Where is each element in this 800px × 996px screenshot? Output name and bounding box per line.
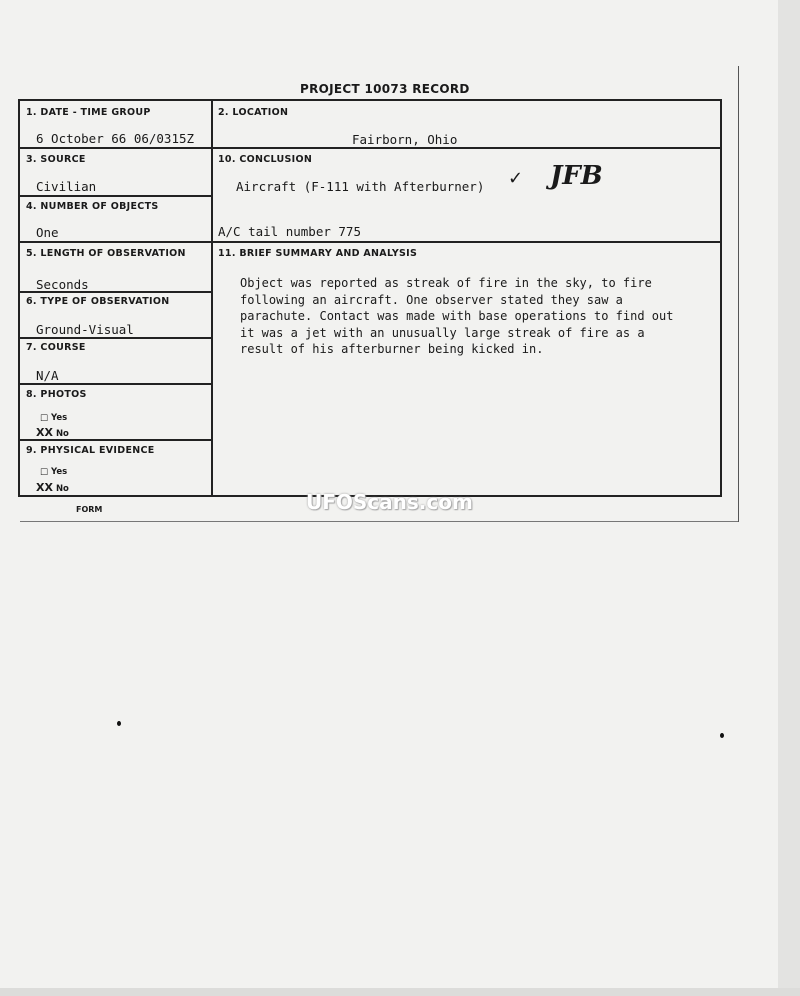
scan-edge-bottom: [0, 988, 800, 996]
photos-yes-checkbox: □: [40, 413, 49, 423]
summary-line: it was a jet with an unusually large streak of fire as a: [240, 325, 645, 340]
date-time-group-value: 6 October 66 06/0315Z: [36, 131, 195, 146]
tail-number-value: A/C tail number 775: [218, 224, 361, 239]
summary-line: parachute. Contact was made with base operations to find out: [240, 309, 674, 323]
summary-text: [240, 275, 710, 358]
photos-no-option: [36, 426, 69, 439]
summary-line: result of his afterburner being kicked in.: [240, 342, 544, 356]
length-of-observation-value: Seconds: [36, 277, 89, 292]
source-label: 3. SOURCE: [26, 154, 86, 165]
photos-yes-label: Yes: [51, 413, 68, 423]
check-mark-icon: ✓: [508, 168, 524, 189]
location-value: Fairborn, Ohio: [352, 132, 458, 147]
number-of-objects-label: 4. NUMBER OF OBJECTS: [26, 201, 159, 212]
photos-yes-option: [40, 413, 67, 423]
source-value: Civilian: [36, 179, 97, 194]
course-label: 7. COURSE: [26, 342, 86, 353]
conclusion-label: 10. CONCLUSION: [218, 154, 313, 165]
photos-label: 8. PHOTOS: [26, 389, 87, 400]
physical-evidence-yes-option: [40, 467, 67, 477]
row-divider: [20, 241, 720, 243]
column-divider: [211, 101, 213, 497]
watermark-text: UFOScans.com: [306, 490, 473, 514]
photos-no-label: No: [55, 429, 69, 439]
record-title: PROJECT 10073 RECORD: [300, 82, 470, 96]
photos-no-mark: XX: [36, 426, 53, 439]
summary-label: 11. BRIEF SUMMARY AND ANALYSIS: [218, 248, 418, 259]
scan-speck: [720, 733, 724, 738]
physical-evidence-label: 9. PHYSICAL EVIDENCE: [26, 445, 155, 456]
physical-evidence-no-mark: XX: [36, 481, 53, 494]
row-divider: [20, 337, 211, 339]
physical-evidence-yes-label: Yes: [51, 467, 68, 477]
physical-evidence-yes-checkbox: □: [40, 467, 49, 477]
course-value: N/A: [36, 368, 59, 383]
scan-edge-right: [778, 0, 800, 996]
date-time-group-label: 1. DATE - TIME GROUP: [26, 107, 151, 118]
outer-frame-right: [738, 66, 739, 522]
type-of-observation-value: Ground-Visual: [36, 322, 134, 337]
row-divider: [20, 147, 720, 149]
row-divider: [20, 195, 211, 197]
scan-speck: [117, 721, 121, 726]
summary-line: following an aircraft. One observer stated they saw a: [240, 292, 623, 307]
summary-line: Object was reported as streak of fire in the sky, to fire: [240, 276, 652, 290]
row-divider: [20, 439, 211, 441]
physical-evidence-no-label: No: [55, 484, 69, 494]
location-label: 2. LOCATION: [218, 107, 289, 118]
type-of-observation-label: 6. TYPE OF OBSERVATION: [26, 296, 170, 307]
record-form: [18, 99, 722, 497]
outer-frame-bottom: [20, 521, 738, 522]
row-divider: [20, 383, 211, 385]
conclusion-value: Aircraft (F-111 with Afterburner): [236, 179, 485, 194]
number-of-objects-value: One: [36, 225, 59, 240]
length-of-observation-label: 5. LENGTH OF OBSERVATION: [26, 248, 186, 259]
handwritten-initials: JFB: [550, 161, 603, 191]
form-footer-label: FORM: [76, 505, 103, 514]
physical-evidence-no-option: [36, 481, 69, 494]
